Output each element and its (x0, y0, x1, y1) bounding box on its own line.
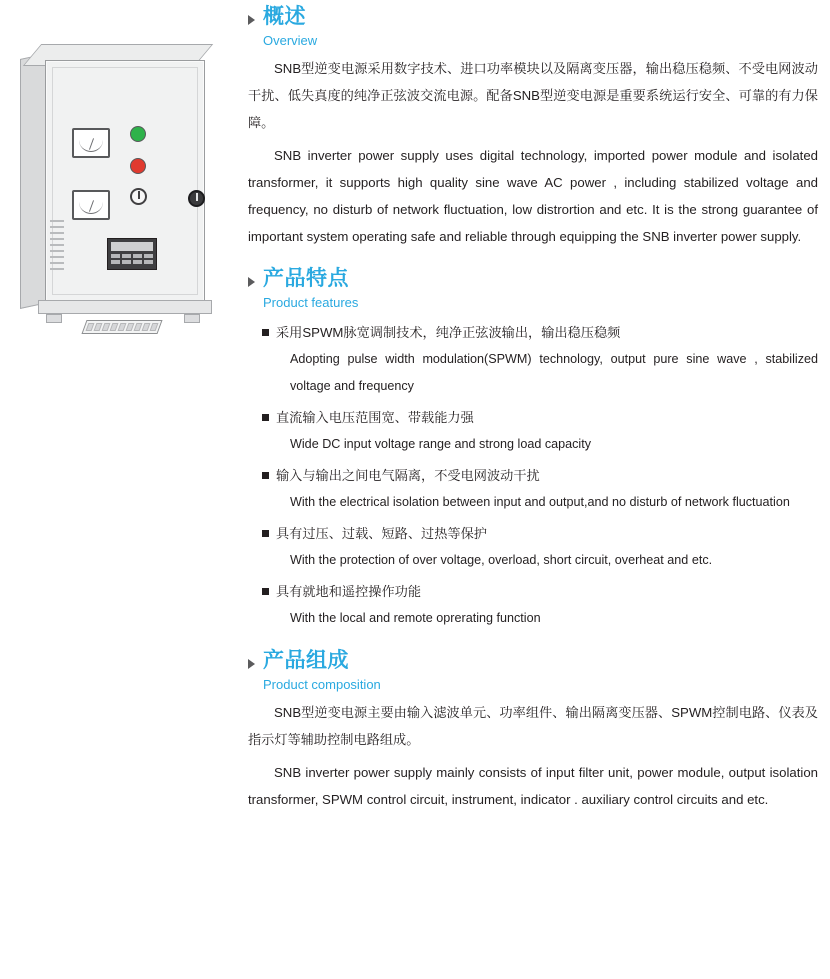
square-bullet-icon (262, 329, 269, 336)
inverter-cabinet-figure (12, 38, 227, 328)
square-bullet-icon (262, 472, 269, 479)
triangle-bullet-icon (248, 659, 255, 669)
overview-paragraph-en: SNB inverter power supply uses digital technology, imported power module and isolated transformer, it supports high quality sine wave AC power , including stabilized voltage and frequency, no disturb of network fluctuation, low distrortion and etc. It is the strong guarantee of important system operating safe and reliable through equipping the SNB inverter power supply. (248, 148, 818, 244)
overview-paragraph-cn: SNB型逆变电源采用数字技术、进口功率模块以及隔离变压器，输出稳压稳频、不受电网波动干扰、低失真度的纯净正弦波交流电源。配备SNB型逆变电源是重要系统运行安全、可靠的有力保障。 (248, 61, 818, 130)
section-title-cn-overview: 概述 (263, 5, 306, 28)
list-item (248, 406, 818, 458)
section-title-cn-composition: 产品组成 (263, 649, 349, 672)
section-title-en-composition: Product composition (263, 677, 381, 692)
feature-text-cn: 直流输入电压范围宽、带载能力强 (276, 410, 474, 425)
square-bullet-icon (262, 530, 269, 537)
content-column (248, 0, 818, 979)
cabinet-side-panel (20, 53, 48, 309)
feature-text-cn: 具有就地和遥控操作功能 (276, 584, 422, 599)
list-item (248, 321, 818, 400)
voltmeter-gauge-icon (72, 190, 110, 220)
feature-text-cn: 采用SPWM脉宽调制技术，纯净正弦波输出，输出稳压稳频 (276, 325, 621, 340)
section-title-en-overview: Overview (263, 33, 318, 48)
composition-paragraph-en: SNB inverter power supply mainly consists of input filter unit, power module, output isolation transformer, SPWM control circuit, instrument, indicator . auxiliary control circuits and etc. (248, 765, 818, 807)
product-illustration-column (0, 0, 240, 979)
feature-text-cn: 输入与输出之间电气隔离，不受电网波动干扰 (276, 468, 540, 483)
ammeter-gauge-icon (72, 128, 110, 158)
cabinet-base-plinth (38, 300, 212, 314)
keypad-display-panel-icon (107, 238, 157, 270)
section-title-en-features: Product features (263, 295, 359, 310)
selector-switch-icon (130, 188, 147, 205)
cabinet-foot-left (46, 314, 62, 323)
feature-text-en: With the protection of over voltage, overload, short circuit, overheat and etc. (290, 553, 713, 567)
cabinet-foot-right (184, 314, 200, 323)
feature-text-en: With the local and remote oprerating function (290, 611, 541, 625)
feature-text-en: Wide DC input voltage range and strong load capacity (290, 437, 592, 451)
section-heading-overview (248, 4, 818, 49)
panel-screen (111, 242, 153, 251)
list-item (248, 464, 818, 516)
square-bullet-icon (262, 588, 269, 595)
list-item (248, 522, 818, 574)
section-heading-features (248, 266, 818, 311)
green-indicator-lamp-icon (130, 126, 146, 142)
section-heading-composition (248, 648, 818, 693)
rotary-switch-icon (188, 190, 205, 207)
feature-text-cn: 具有过压、过载、短路、过热等保护 (276, 526, 487, 541)
feature-text-en: Adopting pulse width modulation(SPWM) technology, output pure sine wave , stabilized voltage and frequency (290, 352, 818, 393)
list-item (248, 580, 818, 632)
ventilation-louvers-icon (50, 220, 64, 278)
square-bullet-icon (262, 414, 269, 421)
product-features-list (248, 321, 818, 632)
panel-keys (111, 254, 153, 264)
triangle-bullet-icon (248, 277, 255, 287)
feature-text-en: With the electrical isolation between input and output,and no disturb of network fluctuation (290, 495, 790, 509)
section-title-cn-features: 产品特点 (263, 267, 349, 290)
red-indicator-lamp-icon (130, 158, 146, 174)
terminal-strip-icon (81, 320, 162, 334)
triangle-bullet-icon (248, 15, 255, 25)
composition-paragraph-cn: SNB型逆变电源主要由输入滤波单元、功率组件、输出隔离变压器、SPWM控制电路、仪表及指示灯等辅助控制电路组成。 (248, 705, 818, 747)
